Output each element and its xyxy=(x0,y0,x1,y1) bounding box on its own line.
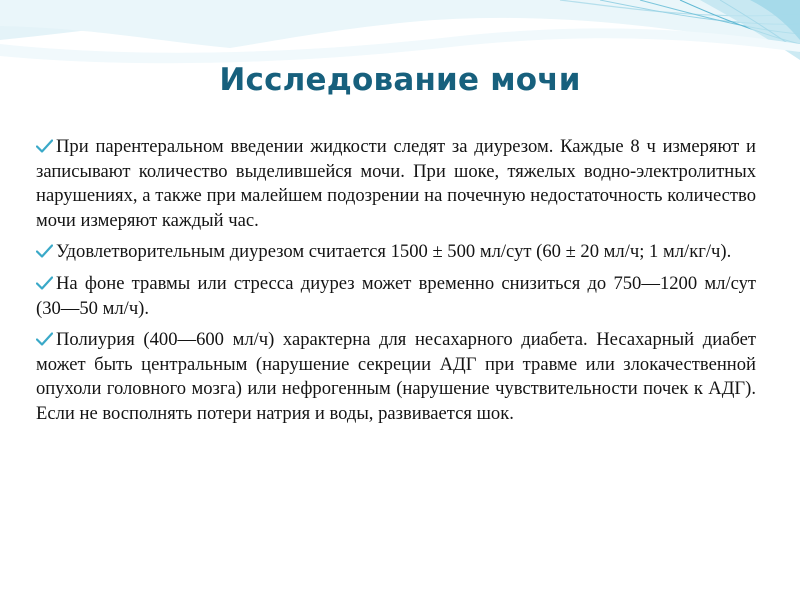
paragraph-3 xyxy=(36,272,756,321)
slide-title: Исследование мочи xyxy=(219,62,581,98)
checkmark-bullet-icon xyxy=(36,332,53,346)
checkmark-bullet-icon xyxy=(36,139,53,153)
checkmark-bullet-icon xyxy=(36,276,53,290)
slide-body xyxy=(36,135,756,434)
paragraph-1-text: При парентеральном введении жидкости следят за диурезом. Каждые 8 ч измеряют и записывают количество выделившейся мочи. При шоке, тяжелых водно-электролитных нарушениях, а также при малейшем подозрении на почечную недостаточность количество мочи измеряют каждый час. xyxy=(36,136,756,231)
paragraph-4-text: Полиурия (400—600 мл/ч) характерна для несахарного диабета. Несахарный диабет может быть центральным (нарушение секреции АДГ при травме или злокачественной опухоли головного мозга) или нефрогенным (нарушение чувствительности почек к АДГ). Если не восполнять потери натрия и воды, развивается шок. xyxy=(36,329,756,424)
paragraph-3-text: На фоне травмы или стресса диурез может временно снизиться до 750—1200 мл/сут (30—50 мл/ч). xyxy=(36,272,756,319)
paragraph-4 xyxy=(36,328,756,426)
paragraph-2 xyxy=(36,240,756,265)
checkmark-bullet-icon xyxy=(36,244,53,258)
paragraph-2-text: Удовлетворительным диурезом считается 1500 ± 500 мл/сут (60 ± 20 мл/ч; 1 мл/кг/ч). xyxy=(56,241,732,263)
paragraph-1 xyxy=(36,135,756,233)
